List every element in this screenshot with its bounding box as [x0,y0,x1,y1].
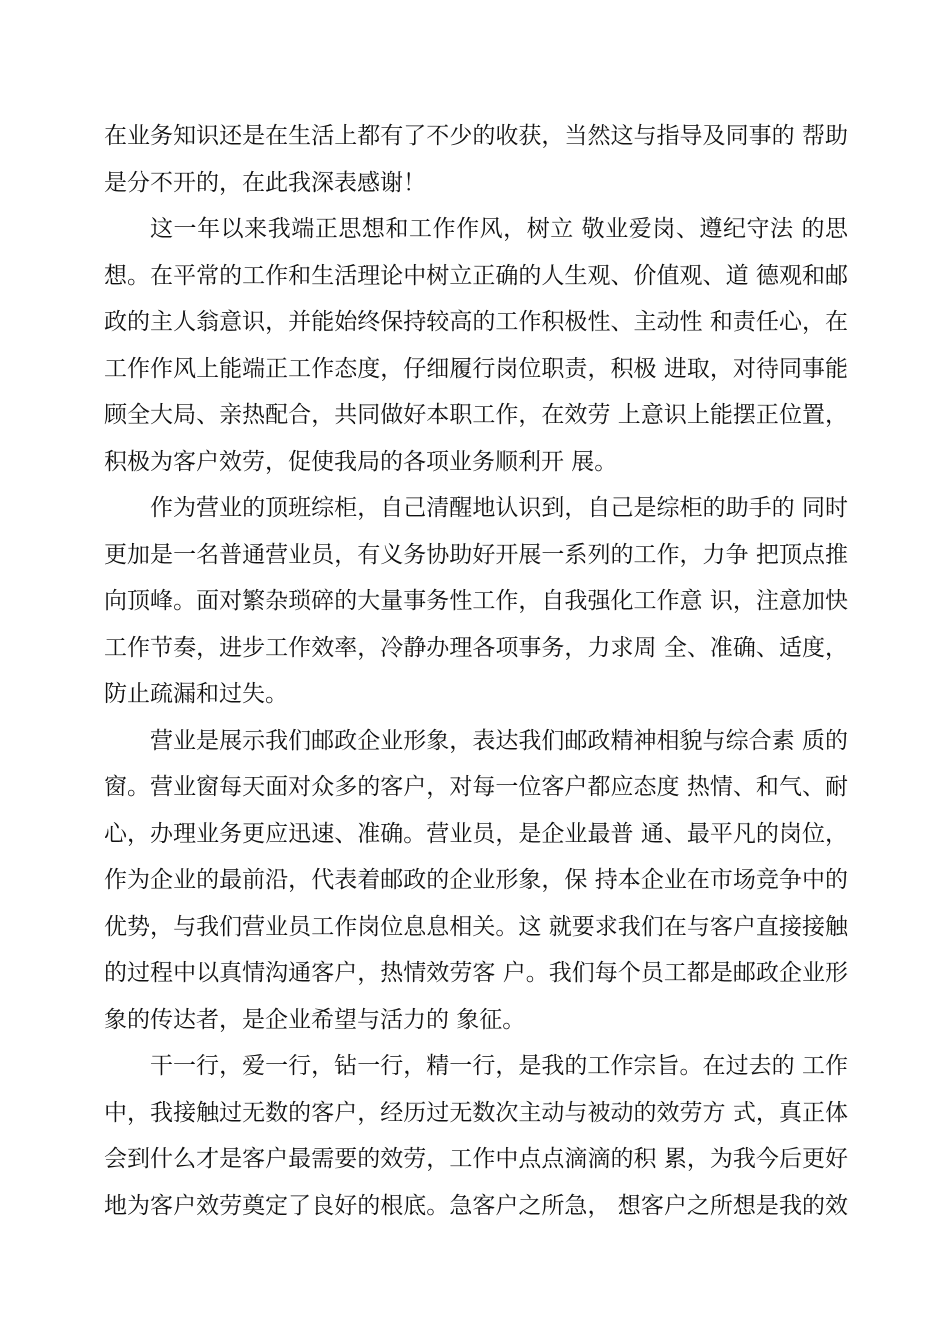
text-line: 地为客户效劳奠定了良好的根底。急客户之所急， 想客户之所想是我的效 [104,1192,848,1219]
text-line: 顾全大局、亲热配合，共同做好本职工作，在效劳 上意识上能摆正位置， [104,402,848,428]
text-line: 政的主人翁意识，并能始终保持较高的工作积极性、主动性 和责任心，在 [104,309,848,335]
text-line: 干一行，爱一行，钻一行，精一行，是我的工作宗旨。在过去的 工作 [150,1053,848,1079]
text-line: 想。在平常的工作和生活理论中树立正确的人生观、价值观、道 德观和邮 [104,262,848,289]
text-line: 在业务知识还是在生活上都有了不少的收获，当然这与指导及同事的 帮助 [104,123,848,149]
text-line: 作为企业的最前沿，代表着邮政的企业形象，保 持本企业在市场竞争中的 [104,867,848,893]
text-line: 防止疏漏和过失。 [104,681,288,707]
text-line: 工作作风上能端正工作态度，仔细履行岗位职责，积极 进取，对待同事能 [104,355,848,382]
text-line: 作为营业的顶班综柜，自己清醒地认识到，自己是综柜的助手的 同时 [150,495,848,521]
text-line: 积极为客户效劳，促使我局的各项业务顺利开 展。 [104,448,618,475]
text-line: 更加是一名普通营业员，有义务协助好开展一系列的工作，力争 把顶点推 [104,541,848,568]
document-body [104,113,848,1229]
text-line: 窗。营业窗每天面对众多的客户，对每一位客户都应态度 热情、和气、耐 [104,774,848,800]
text-line: 的过程中以真情沟通客户，热情效劳客 户。我们每个员工都是邮政企业形 [104,960,848,986]
text-line: 心，办理业务更应迅速、准确。营业员，是企业最普 通、最平凡的岗位， [104,820,848,847]
text-line: 这一年以来我端正思想和工作作风，树立 敬业爱岗、遵纪守法 的思 [150,216,848,242]
text-line: 工作节奏，进步工作效率，冷静办理各项事务，力求周 全、准确、适度， [104,634,848,661]
text-line: 优势，与我们营业员工作岗位息息相关。这 就要求我们在与客户直接接触 [104,913,848,940]
text-line: 中，我接触过无数的客户，经历过无数次主动与被动的效劳方 式，真正体 [104,1099,848,1126]
text-line: 向顶峰。面对繁杂琐碎的大量事务性工作，自我强化工作意 识，注意加快 [104,588,848,614]
text-line: 象的传达者，是企业希望与活力的 象征。 [104,1006,526,1033]
text-line: 是分不开的，在此我深表感谢！ [104,169,426,196]
text-line: 会到什么才是客户最需要的效劳，工作中点点滴滴的积 累，为我今后更好 [104,1146,848,1172]
text-line: 营业是展示我们邮政企业形象，表达我们邮政精神相貌与综合素 质的 [150,727,848,754]
